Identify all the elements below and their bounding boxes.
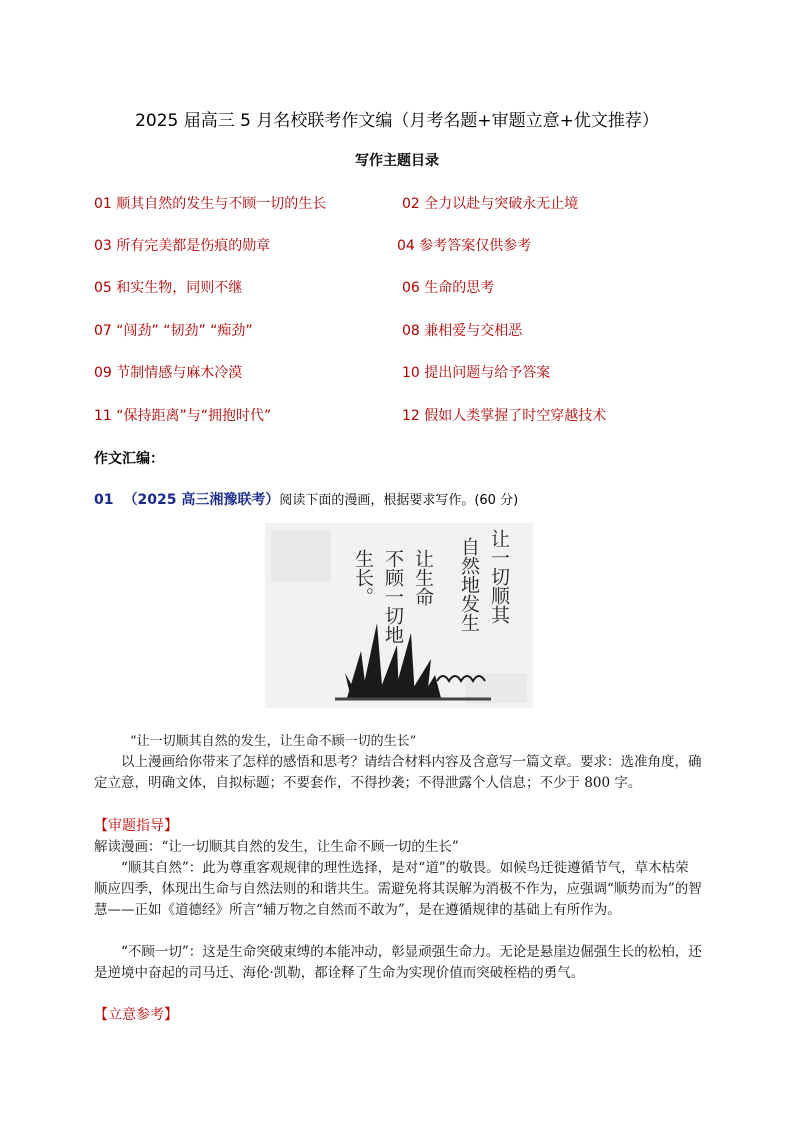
toc-heading: 写作主题目录 (355, 153, 439, 169)
toc-item-03[interactable]: 03 所有完美都是伤痕的勋章 (94, 238, 271, 254)
essay-header (94, 489, 518, 509)
toc-item-12[interactable]: 12 假如人类掌握了时空穿越技术 (402, 408, 607, 424)
toc-item-02[interactable]: 02 全力以赴与突破永无止境 (402, 196, 579, 212)
section-heading: 作文汇编： (94, 451, 164, 467)
writing-instruction: 以上漫画给你带来了怎样的感悟和思考？请结合材料内容及含意写一篇文章。要求：选准角度，确定立意，明确文体，自拟标题；不要套作，不得抄袭；不得泄露个人信息；不少于 800 字。 (94, 754, 702, 791)
toc-item-10[interactable]: 10 提出问题与给予答案 (402, 365, 551, 381)
cartoon-text-5: 生长。 (352, 549, 374, 606)
toc-item-08[interactable]: 08 兼相爱与交相恶 (402, 323, 523, 339)
idea-label: 【立意参考】 (94, 1007, 178, 1023)
essay-number: 01 (94, 492, 114, 508)
paragraph-2: “不顾一切”：这是生命突破束缚的本能冲动，彰显顽强生命力。无论是悬崖边倔强生长的松柏，还是逆境中奋起的司马迁、海伦·凯勒，都诠释了生命为实现价值而突破桎梏的勇气。 (94, 944, 702, 981)
cartoon-caption: “让一切顺其自然的发生，让生命不顾一切的生长” (130, 734, 417, 749)
cartoon-text-2: 自然地发生 (458, 537, 480, 632)
toc-item-11[interactable]: 11 “保持距离”与“拥抱时代” (94, 408, 272, 424)
toc-item-04[interactable]: 04 参考答案仅供参考 (397, 238, 532, 254)
interpret-line: 解读漫画：“让一切顺其自然的发生，让生命不顾一切的生长” (94, 839, 459, 855)
toc-item-09[interactable]: 09 节制情感与麻木冷漠 (94, 365, 243, 381)
essay-source: （2025 高三湘豫联考） (123, 492, 280, 508)
cartoon-image (265, 523, 533, 708)
toc-item-07[interactable]: 07 “闯劲” “韧劲” “痴劲” (94, 323, 253, 339)
cartoon-text-3: 让生命 (412, 549, 434, 606)
page-title: 2025 届高三 5 月名校联考作文编（月考名题+审题立意+优文推荐） (135, 111, 659, 131)
paragraph-1: “顺其自然”：此为尊重客观规律的理性选择，是对“道”的敬畏。如候鸟迁徙遵循节气，草木枯荣顺应四季，体现出生命与自然法则的和谐共生。需避免将其误解为消极不作为，应强调“顺势而为”的智慧——正如《道德经》所言“辅万物之自然而不敢为”，是在遵循规律的基础上有所作为。 (94, 860, 702, 918)
cartoon-text-1: 让一切顺其 (488, 529, 510, 624)
toc-item-06[interactable]: 06 生命的思考 (402, 280, 495, 296)
essay-prompt: 阅读下面的漫画，根据要求写作。(60 分) (279, 493, 519, 508)
cartoon-text-4: 不顾一切地 (382, 549, 404, 644)
toc-item-05[interactable]: 05 和实生物，同则不继 (94, 280, 243, 296)
guide-label: 【审题指导】 (94, 818, 178, 834)
toc-item-01[interactable]: 01 顺其自然的发生与不顾一切的生长 (94, 196, 327, 212)
